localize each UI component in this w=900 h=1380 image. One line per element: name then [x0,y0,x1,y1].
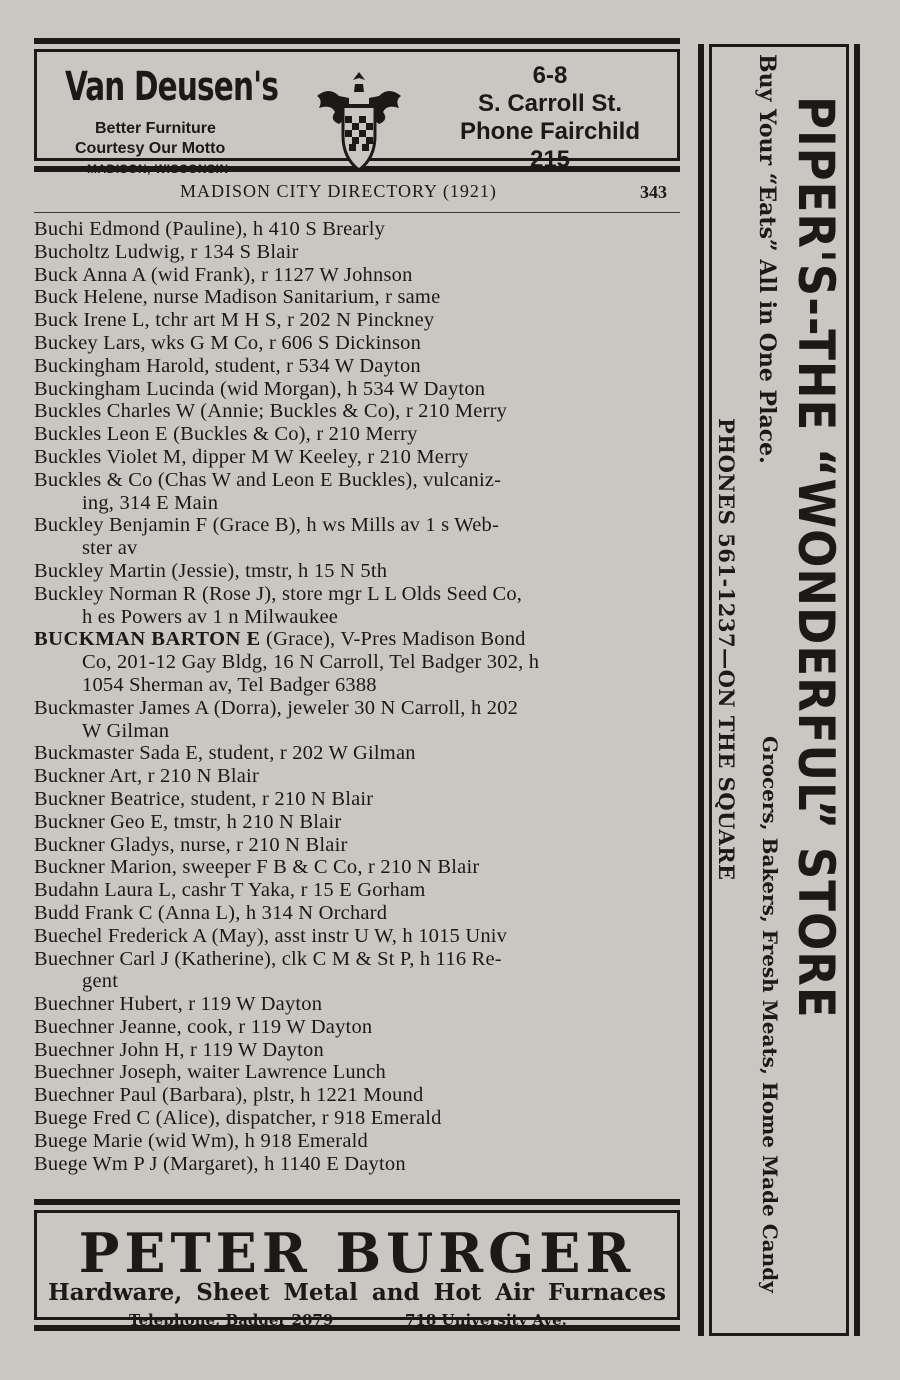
list-item [34,423,680,446]
list-item [34,1153,680,1176]
list-item-line [34,1061,680,1084]
list-item-text: Buckles Violet M, dipper M W Keeley, r 210 Merry [34,445,469,468]
list-item-line [34,309,680,332]
ad-phone-number: 215 [529,146,571,173]
page-number: 343 [640,182,667,202]
list-item [34,902,680,925]
list-item-line [34,879,680,902]
list-item-line [34,583,680,606]
ad-phone-label: Phone Fairchild [459,118,641,145]
list-item-line [34,948,680,971]
list-item-line [34,241,680,264]
list-item-continuation: ster av [82,537,138,560]
list-item-line [34,628,680,651]
ad-inner-border [34,49,680,176]
list-item-line [34,469,680,492]
side-ad-store-name: PIPER'S--THE “WONDERFUL” STORE [787,96,845,1019]
list-item-line [34,423,680,446]
ad-tagline-furniture: Better Furniture [95,120,216,137]
running-head: MADISON CITY DIRECTORY (1921) [180,181,497,201]
list-item-line [34,1130,680,1153]
list-item [34,1016,680,1039]
list-item-line [34,355,680,378]
list-item [34,264,680,287]
ad-store-name: Van Deusen's [65,64,279,110]
list-item-line [34,742,680,765]
list-item-line [34,514,680,537]
ad-telephone: Telephone, Badger 2079 [129,1311,334,1329]
list-item-line [34,264,680,287]
list-item-text: Buechner Carl J (Katherine), clk C M & St P, h 116 Re- [34,947,502,970]
list-item [34,856,680,879]
list-item-line [34,1153,680,1176]
list-item [34,697,680,743]
list-item [34,309,680,332]
list-item-text: Buck Irene L, tchr art M H S, r 202 N Pinckney [34,309,435,332]
list-item [34,218,680,241]
list-item-line [34,400,680,423]
list-item [34,1130,680,1153]
list-item-text: Budahn Laura L, cashr T Yaka, r 15 E Gorham [34,879,426,902]
list-item-text: Buckley Norman R (Rose J), store mgr L L Olds Seed Co, [34,582,523,605]
list-item [34,400,680,423]
list-item-line [34,902,680,925]
list-item-line [34,218,680,241]
ad-inner-border [34,1210,680,1329]
van-deusens-advertisement [34,38,680,176]
list-item [34,355,680,378]
header-rule [34,212,680,213]
list-item [34,925,680,948]
list-item [34,765,680,788]
list-item-text: Buechner Jeanne, cook, r 119 W Dayton [34,1015,373,1038]
list-item-text: Buckles Charles W (Annie; Buckles & Co), r 210 Merry [34,400,508,423]
list-item-line [34,560,680,583]
list-item-text: Buege Marie (wid Wm), h 918 Emerald [34,1129,368,1152]
list-item-text: Buckner Marion, sweeper F B & C Co, r 210 N Blair [34,856,480,879]
list-item-text: (Grace), V-Pres Madison Bond [260,628,526,651]
list-item-text: Buechner John H, r 119 W Dayton [34,1038,324,1061]
list-item [34,1107,680,1130]
heraldic-crest-icon [309,66,409,176]
list-item [34,811,680,834]
list-item-text: Buckner Geo E, tmstr, h 210 N Blair [34,810,342,833]
list-item-text: Buckner Art, r 210 N Blair [34,765,259,788]
list-item-text: Buckingham Harold, student, r 534 W Dayton [34,354,421,377]
list-item [34,993,680,1016]
ad-address: 718 University Ave. [405,1311,567,1329]
list-item [34,514,680,560]
list-item-continuation: h es Powers av 1 n Milwaukee [82,605,339,628]
list-item-line [34,332,680,355]
list-item-line [34,697,680,720]
side-ad-phones: PHONES 561-1237—ON THE SQUARE [714,418,739,881]
list-item-lead: BUCKMAN BARTON E [34,628,261,651]
list-item-text: Buckley Martin (Jessie), tmstr, h 15 N 5th [34,559,388,582]
list-item-text: Buckley Benjamin F (Grace B), h ws Mills av 1 s Web- [34,514,499,537]
list-item-continuation: 1054 Sherman av, Tel Badger 6388 [82,673,377,696]
directory-listings [34,218,680,1175]
list-item [34,948,680,994]
list-item [34,446,680,469]
list-item-text: Buckey Lars, wks G M Co, r 606 S Dickinson [34,331,422,354]
list-item-text: Buechel Frederick A (May), asst instr U W, h 1015 Univ [34,924,508,947]
list-item-text: Budd Frank C (Anna L), h 314 N Orchard [34,901,388,924]
list-item [34,742,680,765]
list-item-line [34,834,680,857]
list-item-continuation: ing, 314 E Main [82,491,219,514]
list-item [34,332,680,355]
list-item [34,469,680,515]
list-item-text: Buechner Hubert, r 119 W Dayton [34,993,323,1016]
list-item [34,560,680,583]
list-item [34,628,680,696]
ad-tagline-motto: Courtesy Our Motto [75,140,226,157]
list-item [34,378,680,401]
list-item-continuation: W Gilman [82,719,170,742]
list-item [34,788,680,811]
list-item-line [34,446,680,469]
list-item-line [34,788,680,811]
list-item [34,1039,680,1062]
peter-burger-advertisement [34,1199,680,1331]
ad-business-name: PETER BURGER [78,1221,636,1285]
list-item [34,241,680,264]
list-item-text: Bucholtz Ludwig, r 134 S Blair [34,240,299,263]
list-item [34,834,680,857]
list-item [34,1061,680,1084]
ad-street: S. Carroll St. [477,90,623,117]
list-item-text: Buckmaster Sada E, student, r 202 W Gilman [34,742,416,765]
list-item-text: Buechner Joseph, waiter Lawrence Lunch [34,1061,386,1084]
list-item-line [34,925,680,948]
list-item-text: Buege Fred C (Alice), dispatcher, r 918 Emerald [34,1107,442,1130]
list-item-line [34,286,680,309]
list-item-text: Buckner Gladys, nurse, r 210 N Blair [34,833,348,856]
list-item-text: Buckles Leon E (Buckles & Co), r 210 Merry [34,423,418,446]
list-item-line [34,378,680,401]
list-item-text: Buck Helene, nurse Madison Sanitarium, r same [34,286,441,309]
list-item-continuation: Co, 201-12 Gay Bldg, 16 N Carroll, Tel Badger 302, h [82,651,540,674]
ad-address-number: 6-8 [532,62,568,89]
list-item-line [34,765,680,788]
list-item [34,583,680,629]
list-item-line [34,1107,680,1130]
ad-services-line: Hardware, Sheet Metal and Hot Air Furnaces [48,1279,666,1306]
list-item-line [34,856,680,879]
list-item-text: Buckles & Co (Chas W and Leon E Buckles), vulcaniz- [34,468,502,491]
list-item-text: Buege Wm P J (Margaret), h 1140 E Dayton [34,1152,406,1175]
list-item [34,286,680,309]
side-ad-services: Grocers, Bakers, Fresh Meats, Home Made Candy [758,736,782,1293]
list-item-line [34,811,680,834]
list-item-text: Buckner Beatrice, student, r 210 N Blair [34,787,374,810]
list-item-continuation: gent [82,970,119,993]
side-ad-slogan: Buy Your “Eats” All in One Place. [754,54,780,464]
list-item-text: Buckmaster James A (Dorra), jeweler 30 N Carroll, h 202 [34,696,519,719]
list-item-text: Buchi Edmond (Pauline), h 410 S Brearly [34,218,386,240]
list-item-line [34,993,680,1016]
list-item-line [34,1039,680,1062]
list-item [34,1084,680,1107]
list-item-text: Buck Anna A (wid Frank), r 1127 W Johnson [34,263,413,286]
list-item-line [34,1084,680,1107]
list-item-line [34,1016,680,1039]
list-item-text: Buckingham Lucinda (wid Morgan), h 534 W Dayton [34,377,486,400]
ad-city: MADISON, WISCONSIN [87,162,229,176]
list-item-text: Buechner Paul (Barbara), plstr, h 1221 Mound [34,1084,424,1107]
list-item [34,879,680,902]
